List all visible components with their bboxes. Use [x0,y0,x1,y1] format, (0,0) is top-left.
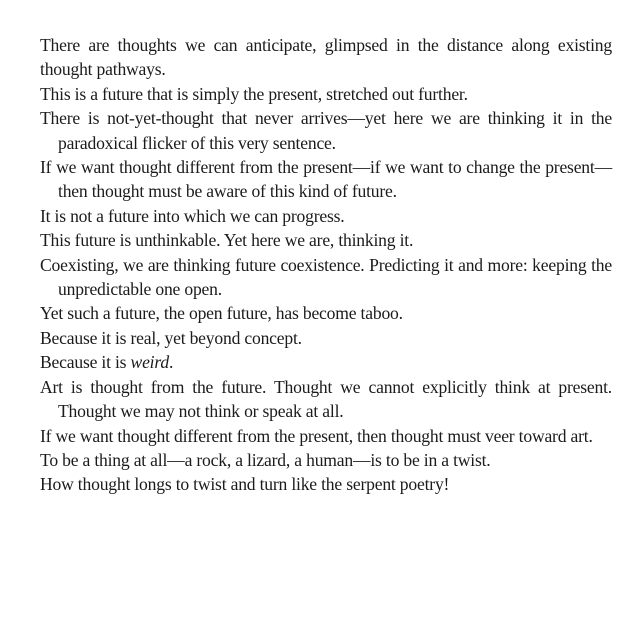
paragraph: This future is unthinkable. Yet here we are, thinking it. [40,230,414,251]
paragraph-weird [40,350,612,374]
paragraph: Yet such a future, the open future, has become taboo. [40,303,403,324]
emphasis-weird: weird [130,352,169,373]
paragraph: To be a thing at all—a rock, a lizard, a human—is to be in a twist. [40,449,491,470]
paragraph-prefix: Because it is [40,352,131,373]
paragraph-suffix: . [168,352,174,373]
paragraph: How thought longs to twist and turn like the serpent poetry! [40,474,450,495]
paragraph: Because it is real, yet beyond concept. [40,327,302,348]
paragraph: It is not a future into which we can progress. [40,205,345,226]
paragraph: This is a future that is simply the present, stretched out further. [40,83,468,104]
paragraph: There is not-yet-thought that never arrives—yet here we are thinking it in the paradoxical flicker of this very sentence. [40,108,612,153]
paragraph: Coexisting, we are thinking future coexistence. Predicting it and more: keeping the unpredictable one open. [40,254,612,300]
paragraph: If we want thought different from the present—if we want to change the present—then thought must be aware of this kind of future. [40,157,612,202]
paragraph: There are thoughts we can anticipate, glimpsed in the distance along existing thought pathways. [40,35,612,80]
document-body [40,33,612,497]
paragraph: If we want thought different from the present, then thought must veer toward art. [40,425,593,446]
paragraph: Art is thought from the future. Thought we cannot explicitly think at present. Thought we may not think or speak at all. [40,376,612,422]
